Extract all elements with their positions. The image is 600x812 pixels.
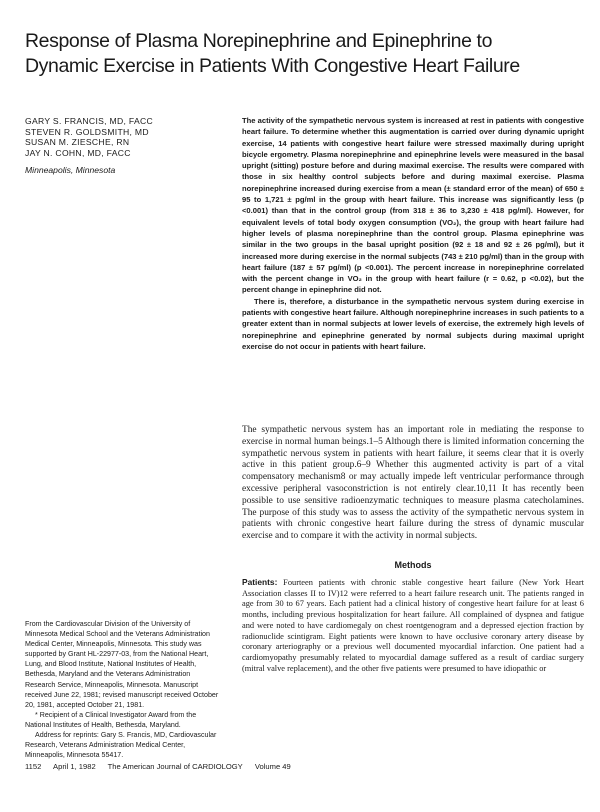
footnote: [25, 619, 221, 760]
abstract-paragraph: The activity of the sympathetic nervous system is increased at rest in patients with congestive heart failure. To determine whether this augmentation is carried over during dynamic upright exercise, 14 patients with congestive heart failure were stressed maximally during upright bicycle ergometry. Plasma norepinephrine and epinephrine levels were measured in the basal upright (sitting) posture before and during maximal exercise. The results were compared with those in six healthy control subjects before and during maximal exercise. Plasma norepinephrine increased during exercise from a mean (± standard error of the mean) of 650 ± 95 to 1,721 ± pg/ml in the group with heart failure. This increase was significantly less (p <0.001) than that in the control group (from 318 ± 36 to 3,230 ± 418 pg/ml). However, for equivalent levels of total body oxygen consumption (VO₂), the group with heart failure had higher levels of plasma norepinephrine than the control group. Plasma epinephrine was similar in the two groups in the basal upright position (92 ± 18 and 92 ± 26 pg/ml), but it increased more during exercise in the normal subjects (743 ± 210 pg/ml) than in the group with heart failure (187 ± 57 pg/ml) (p <0.001). The percent increase in norepinephrine correlated with the percent change in VO₂ in the group with heart failure (r = 0.62, p <0.02), but the percent change in epinephrine did not.: [242, 116, 584, 295]
journal-name: The American Journal of CARDIOLOGY: [107, 762, 243, 771]
page-number: 1152: [25, 762, 42, 771]
author: GARY S. FRANCIS, MD, FACC: [25, 116, 153, 126]
title-line-1: Response of Plasma Norepinephrine and Epinephrine to: [25, 30, 493, 52]
volume: Volume 49: [254, 762, 291, 771]
issue-date: April 1, 1982: [53, 762, 96, 771]
author-affiliation: Minneapolis, Minnesota: [25, 165, 116, 175]
section-heading-methods: Methods: [394, 560, 432, 570]
author-list: [25, 116, 215, 158]
title-line-2: Dynamic Exercise in Patients With Congestive Heart Failure: [25, 55, 520, 77]
author: JAY N. COHN, MD, FACC: [25, 147, 131, 158]
methods-text: Fourteen patients with chronic stable congestive heart failure (New York Heart Association classes II to IV)12 were referred to a heart failure research unit. The patients ranged in age from 30 to 67 years. Each patient had a clinical history of congestive heart failure for at least 6 months, including previous hospitalization for heart failure. All complained of dyspnea and fatigue and were noted to have cardiomegaly on chest roentgenogram and a depressed ejection fraction by radionuclide scintigram. Eight patients were known to have occlusive coronary artery disease by coronary arteriography or a previous well documented myocardial infarction. One patient had a cardiomyopathy presumably related to myocardial damage suffered as a result of cardiac surgery (mitral valve replacement), and the other five patients were presumed to have idiopathic or: [242, 578, 584, 673]
page-footer: [25, 762, 585, 771]
footnote-paragraph: * Recipient of a Clinical Investigator Award from the National Institutes of Health, Bethesda, Maryland.: [25, 710, 197, 729]
footnote-paragraph: From the Cardiovascular Division of the University of Minnesota Medical School and the Veterans Administration Medical Center, Minneapolis, Minnesota. This study was supported by Grant HL-22977-03, from the National Heart, Lung, and Blood Institute, National Institutes of Health, Bethesda, Maryland and the Veterans Administration Research Service, Minneapolis, Minnesota. Manuscript received June 22, 1981; revised manuscript received October 20, 1981, accepted October 21, 1981.: [25, 620, 219, 709]
methods-lead: Patients:: [242, 577, 278, 587]
footnote-paragraph: Address for reprints: Gary S. Francis, MD, Cardiovascular Research, Veterans Administration Medical Center, Minneapolis, Minnesota 55417.: [25, 731, 217, 760]
methods-paragraph: [242, 577, 584, 674]
abstract: [242, 115, 584, 352]
intro-paragraph: The sympathetic nervous system has an important role in mediating the response to exercise in normal human beings.1–5 Although there is limited information concerning the sympathetic nervous system in patients with heart failure, it seems clear that it is overly active in this patient group.6–9 Whether this augmented activity is part of a vital compensatory mechanism8 or may actually impede left ventricular performance through excessive peripheral vasoconstriction is not entirely clear.10,11 It has recently been possible to use sensitive radioenzymatic techniques to measure plasma catecholamines. The purpose of this study was to assess the activity of the sympathetic nervous system in patients with chronic congestive heart failure during the stress of dynamic muscular exercise and to compare it with the activity in normal subjects.: [242, 425, 584, 542]
author: SUSAN M. ZIESCHE, RN: [25, 137, 130, 147]
article-title: [25, 29, 575, 79]
author: STEVEN R. GOLDSMITH, MD: [25, 126, 149, 137]
abstract-paragraph: There is, therefore, a disturbance in the sympathetic nervous system during exercise in patients with congestive heart failure. Although norepinephrine increases in such patients to a greater extent than in normal subjects at lower levels of exercise, the extremely high levels of norepinephrine and epinephrine generated by normal subjects during maximal upright exercise do not occur in patients with heart failure.: [242, 296, 584, 351]
